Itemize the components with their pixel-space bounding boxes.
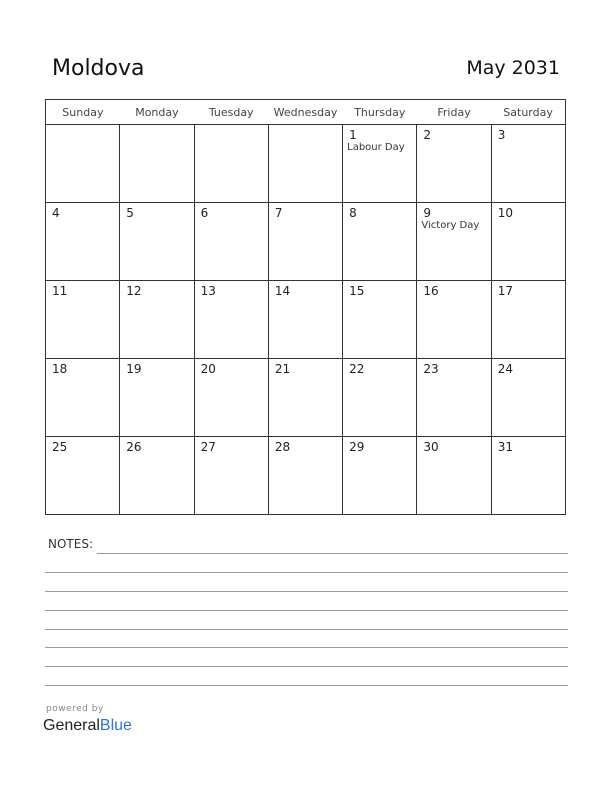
day-number: 2: [423, 128, 432, 142]
calendar-week-row: [46, 437, 566, 515]
notes-line: [45, 591, 568, 592]
calendar-day-cell: [46, 125, 120, 203]
notes-line: [97, 553, 568, 554]
holiday-label: Labour Day: [347, 142, 405, 153]
day-number: 5: [126, 206, 134, 220]
notes-line: [45, 666, 568, 667]
notes-line: [45, 629, 568, 630]
day-number: 22: [349, 362, 365, 376]
day-number: 26: [126, 440, 142, 454]
day-number: 11: [52, 284, 68, 298]
weekday-saturday: Saturday: [491, 100, 565, 125]
day-number: 20: [200, 362, 216, 376]
generalblue-logo: [43, 717, 132, 735]
calendar-day-cell: [46, 281, 120, 359]
weekday-friday: Friday: [417, 100, 491, 125]
day-number: 12: [126, 284, 142, 298]
calendar-day-cell: [194, 125, 268, 203]
calendar-day-cell: [194, 359, 268, 437]
month-year-title: May 2031: [466, 57, 560, 79]
day-number: 21: [274, 362, 291, 376]
weekday-wednesday: Wednesday: [268, 100, 342, 125]
notes-line: [45, 647, 568, 648]
calendar-day-cell: [491, 203, 565, 281]
calendar-week-row: [46, 281, 566, 359]
logo-general-text: General: [43, 717, 100, 734]
notes-line: [45, 572, 568, 573]
day-number: 6: [200, 206, 209, 220]
calendar-day-cell: [194, 437, 268, 515]
day-number: 8: [349, 206, 357, 220]
day-number: 14: [274, 284, 291, 298]
day-number: 24: [497, 362, 513, 376]
day-number: 25: [52, 440, 68, 454]
calendar-day-cell: [343, 125, 417, 203]
calendar-week-row: [46, 203, 566, 281]
calendar-day-cell: [120, 437, 194, 515]
calendar-day-cell: [417, 281, 491, 359]
calendar-week-row: [46, 359, 566, 437]
weekday-monday: Monday: [120, 100, 194, 125]
notes-label: NOTES:: [48, 537, 93, 551]
calendar-day-cell: [491, 359, 565, 437]
calendar-day-cell: [417, 359, 491, 437]
weekday-header-row: [46, 100, 566, 125]
calendar-grid: [45, 99, 566, 515]
calendar-day-cell: [343, 359, 417, 437]
notes-line: [45, 610, 568, 611]
calendar-day-cell: [120, 359, 194, 437]
calendar-day-cell: [120, 203, 194, 281]
calendar-day-cell: [491, 125, 565, 203]
calendar-day-cell: [46, 437, 120, 515]
calendar-week-row: [46, 125, 566, 203]
country-title: Moldova: [52, 56, 145, 81]
calendar-day-cell: [46, 203, 120, 281]
weekday-thursday: Thursday: [343, 100, 417, 125]
day-number: 29: [349, 440, 365, 454]
calendar-day-cell: [417, 437, 491, 515]
calendar-day-cell: [46, 359, 120, 437]
calendar-day-cell: [417, 203, 491, 281]
calendar-day-cell: [491, 437, 565, 515]
day-number: 13: [200, 284, 216, 298]
calendar-day-cell: [268, 359, 342, 437]
day-number: 31: [497, 440, 513, 454]
day-number: 18: [52, 362, 68, 376]
day-number: 19: [126, 362, 142, 376]
day-number: 10: [497, 206, 513, 220]
calendar-day-cell: [343, 203, 417, 281]
holiday-label: Victory Day: [421, 220, 480, 231]
day-number: 9: [423, 206, 432, 220]
day-number: 3: [497, 128, 506, 142]
day-number: 30: [423, 440, 439, 454]
calendar-day-cell: [194, 281, 268, 359]
calendar-day-cell: [417, 125, 491, 203]
calendar-day-cell: [194, 203, 268, 281]
calendar-day-cell: [120, 125, 194, 203]
day-number: 27: [200, 440, 216, 454]
weekday-tuesday: Tuesday: [194, 100, 268, 125]
calendar-day-cell: [343, 437, 417, 515]
day-number: 17: [497, 284, 513, 298]
day-number: 7: [274, 206, 283, 220]
weekday-sunday: Sunday: [46, 100, 120, 125]
calendar-day-cell: [343, 281, 417, 359]
calendar-day-cell: [268, 125, 342, 203]
powered-by-text: powered by: [46, 704, 104, 714]
calendar-day-cell: [268, 203, 342, 281]
notes-line: [45, 685, 568, 686]
day-number: 15: [349, 284, 365, 298]
day-number: 23: [423, 362, 439, 376]
day-number: 4: [52, 206, 60, 220]
day-number: 16: [423, 284, 439, 298]
day-number: 28: [274, 440, 291, 454]
calendar-day-cell: [120, 281, 194, 359]
logo-blue-text: Blue: [99, 717, 132, 734]
calendar-day-cell: [491, 281, 565, 359]
day-number: 1: [349, 128, 357, 142]
calendar-day-cell: [268, 437, 342, 515]
calendar-day-cell: [268, 281, 342, 359]
